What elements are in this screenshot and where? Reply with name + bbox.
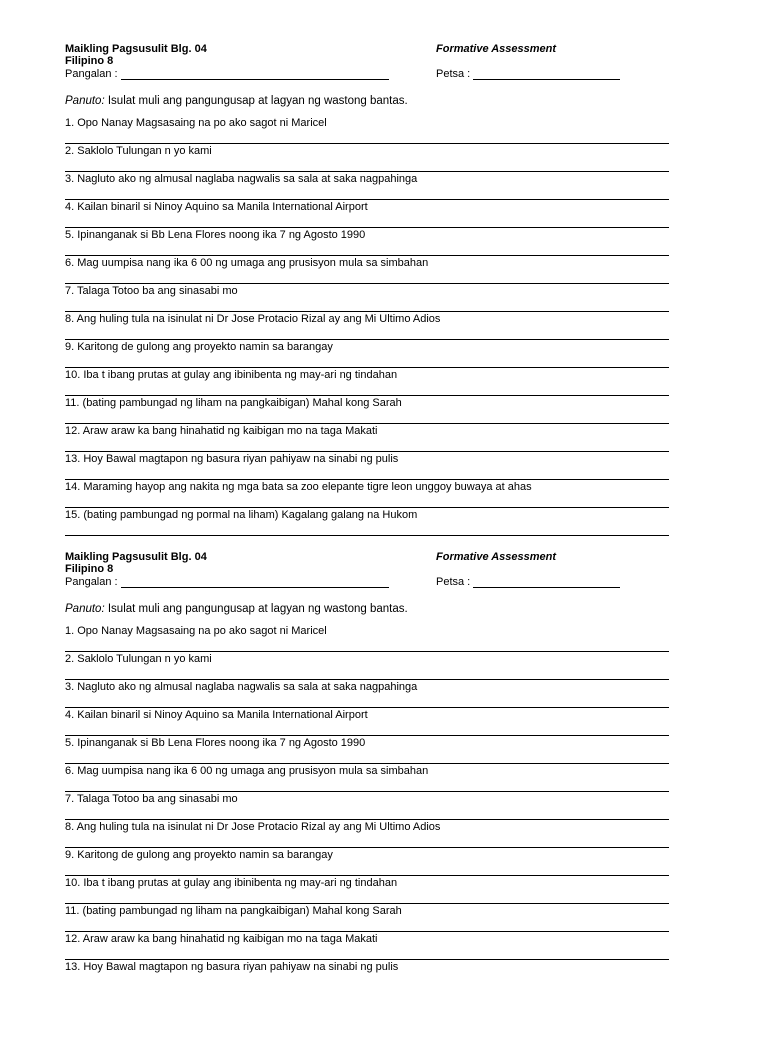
date-label: Petsa : [436,68,471,80]
list-item: 7. Talaga Totoo ba ang sinasabi mo [65,284,669,312]
list-item: 13. Hoy Bawal magtapon ng basura riyan pahiyaw na sinabi ng pulis [65,961,399,973]
list-item: 2. Saklolo Tulungan n yo kami [65,652,669,680]
list-item: 12. Araw araw ka bang hinahatid ng kaibigan mo na taga Makati [65,932,669,960]
list-item: 3. Nagluto ako ng almusal naglaba nagwalis sa sala at saka nagpahinga [65,680,669,708]
date-blank-line [473,68,620,80]
date-label: Petsa : [436,576,471,588]
list-item: 7. Talaga Totoo ba ang sinasabi mo [65,792,669,820]
list-item: 8. Ang huling tula na isinulat ni Dr Jose Protacio Rizal ay ang Mi Ultimo Adios [65,312,669,340]
instruction-lead: Panuto: [65,95,105,107]
list-item: 6. Mag uumpisa nang ika 6 00 ng umaga ang prusisyon mula sa simbahan [65,256,669,284]
item-list [65,116,669,536]
assessment-type: Formative Assessment [436,551,557,563]
list-item: 1. Opo Nanay Magsasaing na po ako sagot ni Maricel [65,116,669,144]
list-item: 5. Ipinanganak si Bb Lena Flores noong ika 7 ng Agosto 1990 [65,736,669,764]
quiz-title: Maikling Pagsusulit Blg. 04 [65,551,207,563]
list-item: 15. (bating pambungad ng pormal na liham) Kagalang galang na Hukom [65,508,669,536]
name-label: Pangalan : [65,576,118,588]
list-item: 6. Mag uumpisa nang ika 6 00 ng umaga ang prusisyon mula sa simbahan [65,764,669,792]
list-item: 1. Opo Nanay Magsasaing na po ako sagot ni Maricel [65,624,669,652]
subject-label: Filipino 8 [65,55,114,67]
name-blank-line [121,68,389,80]
list-item: 10. Iba t ibang prutas at gulay ang ibinibenta ng may-ari ng tindahan [65,368,669,396]
quiz-copy-1 [65,43,669,536]
instruction-lead: Panuto: [65,603,105,615]
list-item: 4. Kailan binaril si Ninoy Aquino sa Manila International Airport [65,200,669,228]
quiz-header [65,551,669,596]
list-item: 12. Araw araw ka bang hinahatid ng kaibigan mo na taga Makati [65,424,669,452]
assessment-type: Formative Assessment [436,43,557,55]
instruction-text: Isulat muli ang pangungusap at lagyan ng wastong bantas. [104,603,408,615]
instruction-text: Isulat muli ang pangungusap at lagyan ng wastong bantas. [104,95,408,107]
instructions [65,602,669,624]
instructions [65,94,669,116]
list-item: 8. Ang huling tula na isinulat ni Dr Jose Protacio Rizal ay ang Mi Ultimo Adios [65,820,669,848]
list-item: 11. (bating pambungad ng liham na pangkaibigan) Mahal kong Sarah [65,904,669,932]
date-field [436,68,620,80]
list-item: 11. (bating pambungad ng liham na pangkaibigan) Mahal kong Sarah [65,396,669,424]
name-field [65,576,389,588]
date-field [436,576,620,588]
list-item: 13. Hoy Bawal magtapon ng basura riyan pahiyaw na sinabi ng pulis [65,452,669,480]
date-blank-line [473,576,620,588]
item-list [65,624,669,1054]
name-label: Pangalan : [65,68,118,80]
list-item: 3. Nagluto ako ng almusal naglaba nagwalis sa sala at saka nagpahinga [65,172,669,200]
quiz-title: Maikling Pagsusulit Blg. 04 [65,43,207,55]
list-item: 14. Maraming hayop ang nakita ng mga bata sa zoo elepante tigre leon unggoy buwaya at ahas [65,480,669,508]
list-item: 2. Saklolo Tulungan n yo kami [65,144,669,172]
name-field [65,68,389,80]
list-item: 9. Karitong de gulong ang proyekto namin sa barangay [65,848,669,876]
list-item: 4. Kailan binaril si Ninoy Aquino sa Manila International Airport [65,708,669,736]
quiz-copy-2 [65,551,669,1054]
list-item: 10. Iba t ibang prutas at gulay ang ibinibenta ng may-ari ng tindahan [65,876,669,904]
list-item: 9. Karitong de gulong ang proyekto namin sa barangay [65,340,669,368]
quiz-header [65,43,669,88]
subject-label: Filipino 8 [65,563,114,575]
list-item: 5. Ipinanganak si Bb Lena Flores noong ika 7 ng Agosto 1990 [65,228,669,256]
name-blank-line [121,576,389,588]
